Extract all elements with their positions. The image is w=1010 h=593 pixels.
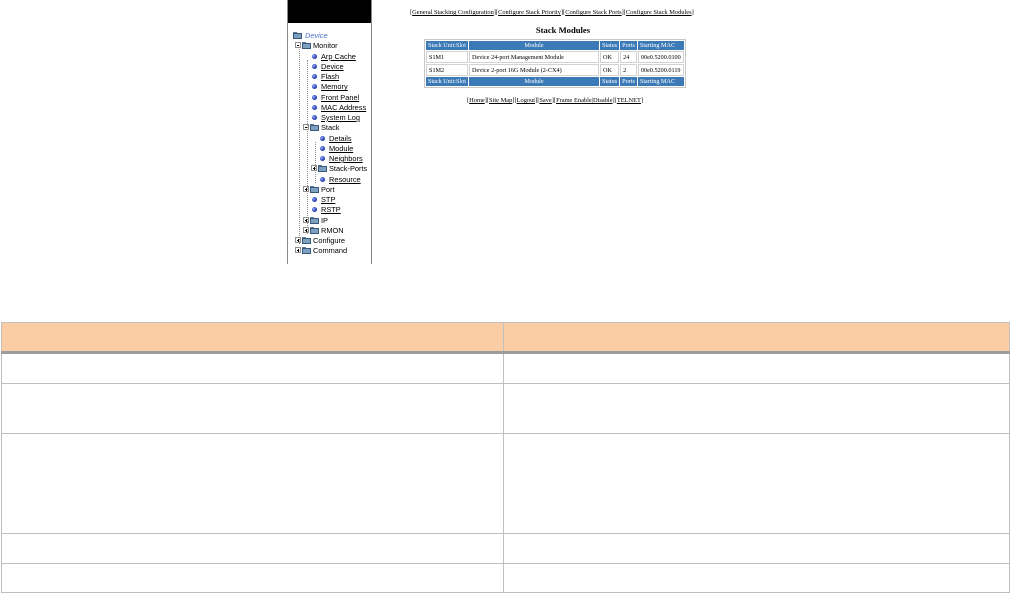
nav-header-bar — [288, 0, 371, 23]
expand-icon[interactable] — [295, 247, 301, 253]
page-bullet-icon — [312, 74, 317, 79]
nav-item-rmon[interactable] — [288, 226, 371, 236]
doc-header-cell — [504, 323, 1010, 353]
nav-link-label[interactable]: Device — [321, 61, 344, 71]
nav-item-configure[interactable] — [288, 236, 371, 246]
table-cell: Device 2-port 16G Module (2-CX4) — [469, 64, 599, 76]
nav-link-label[interactable]: STP — [321, 195, 336, 204]
nav-item-stack[interactable] — [288, 123, 371, 133]
folder-icon — [310, 217, 319, 224]
nav-link-label[interactable]: RSTP — [321, 205, 341, 215]
nav-item-label: Monitor — [313, 41, 338, 51]
collapse-icon[interactable] — [295, 42, 301, 48]
doc-row — [2, 564, 1010, 593]
nav-link-label[interactable]: System Log — [321, 113, 361, 122]
nav-item-label: RMON — [321, 225, 344, 235]
page-bullet-icon — [312, 95, 317, 100]
link-site-map[interactable]: Site Map — [489, 97, 513, 104]
expand-icon[interactable] — [303, 186, 309, 192]
stacking-links-bar: [General Stacking Configuration][Configure Stack Priority][Configure Stack Ports][Configure Stack Modules] — [410, 9, 694, 16]
page-bullet-icon — [312, 54, 317, 59]
doc-cell — [2, 384, 504, 434]
page-bullet-icon — [320, 136, 325, 141]
link-configure-stack-ports[interactable]: Configure Stack Ports — [565, 9, 622, 16]
footer-links-bar: [Home][Site Map][Logout][Save][Frame Enable|Disable][TELNET] — [467, 97, 644, 104]
folder-icon — [302, 237, 311, 244]
link-home[interactable]: Home — [469, 97, 485, 104]
table-cell: 00e0.5200.0119 — [638, 64, 684, 76]
table-cell: S1M2 — [426, 64, 468, 76]
nav-item-arp-cache[interactable] — [288, 52, 371, 62]
header-cell: Starting MAC — [638, 41, 684, 50]
link-save[interactable]: Save — [539, 97, 552, 104]
nav-item-label: Device — [305, 31, 328, 40]
folder-icon — [310, 124, 319, 131]
nav-link-label[interactable]: Details — [329, 133, 352, 143]
stack-modules-table — [424, 39, 686, 88]
link-configure-stack-modules[interactable]: Configure Stack Modules — [625, 9, 692, 16]
table-cell: OK — [600, 64, 619, 76]
table-footer-row — [426, 77, 684, 86]
header-cell: Ports — [622, 42, 635, 49]
table-cell: 2 — [620, 64, 637, 76]
nav-link-label[interactable]: Neighbors — [329, 154, 363, 163]
nav-item-device[interactable] — [288, 31, 371, 41]
footer-cell: Starting MAC — [638, 77, 684, 86]
table-cell: S1M1 — [426, 51, 468, 63]
table-cell: OK — [600, 51, 619, 63]
page-bullet-icon — [312, 105, 317, 110]
doc-cell — [504, 564, 1010, 593]
nav-item-command[interactable] — [288, 246, 371, 256]
page-bullet-icon — [320, 156, 325, 161]
nav-item-label: IP — [321, 215, 328, 225]
tree-connector-line — [307, 60, 308, 234]
link-telnet[interactable]: TELNET — [616, 97, 641, 104]
expand-icon[interactable] — [311, 165, 317, 171]
nav-link-label[interactable]: Arp Cache — [321, 51, 356, 61]
header-cell: Stack Unit:Slot — [428, 42, 466, 49]
nav-item-mac-address[interactable] — [288, 103, 371, 113]
page-bullet-icon — [312, 115, 317, 120]
expand-icon[interactable] — [303, 227, 309, 233]
nav-link-label[interactable]: Memory — [321, 82, 348, 92]
folder-icon — [318, 165, 327, 172]
page-bullet-icon — [312, 197, 317, 202]
doc-cell — [504, 434, 1010, 534]
footer-cell: Module — [469, 77, 599, 86]
table-cell: Device 24-port Management Module — [469, 51, 599, 63]
modules-title: Stack Modules — [535, 25, 591, 35]
doc-cell — [2, 434, 504, 534]
nav-item-label: Port — [321, 184, 335, 194]
nav-link-label[interactable]: Resource — [329, 174, 361, 184]
nav-item-device[interactable] — [288, 62, 371, 72]
doc-row — [2, 534, 1010, 564]
page-bullet-icon — [320, 146, 325, 151]
footer-cell: Stack Unit:Slot — [428, 78, 466, 85]
doc-row — [2, 353, 1010, 384]
nav-item-label: Command — [313, 246, 348, 256]
folder-icon — [310, 227, 319, 234]
link-configure-stack-priority[interactable]: Configure Stack Priority — [498, 9, 561, 16]
collapse-icon[interactable] — [303, 124, 309, 130]
table-row — [426, 64, 684, 76]
nav-link-label[interactable]: MAC Address — [321, 102, 367, 112]
doc-cell — [2, 353, 504, 384]
page-bullet-icon — [312, 64, 317, 69]
folder-icon — [293, 32, 302, 39]
doc-row — [2, 434, 1010, 534]
page-bullet-icon — [320, 177, 325, 182]
expand-icon[interactable] — [295, 237, 301, 243]
navigation-panel — [287, 0, 372, 264]
nav-item-ip[interactable] — [288, 216, 371, 226]
nav-item-monitor[interactable] — [288, 41, 371, 51]
table-cell: 24 — [620, 51, 637, 63]
folder-icon — [310, 186, 319, 193]
page-bullet-icon — [312, 84, 317, 89]
folder-icon — [302, 247, 311, 254]
tree-connector-line — [315, 142, 316, 183]
nav-item-neighbors[interactable] — [288, 154, 371, 164]
header-cell: Module — [469, 41, 599, 50]
doc-cell — [2, 534, 504, 564]
doc-row — [2, 384, 1010, 434]
nav-item-module[interactable] — [288, 144, 371, 154]
doc-cell — [504, 534, 1010, 564]
doc-cell — [504, 384, 1010, 434]
doc-cell — [2, 564, 504, 593]
doc-cell — [504, 353, 1010, 384]
nav-item-label: Configure — [313, 236, 346, 245]
nav-item-details[interactable] — [288, 134, 371, 144]
link-frame-enable-disable[interactable]: Frame Enable|Disable — [556, 97, 613, 104]
nav-item-flash[interactable] — [288, 72, 371, 82]
nav-item-front-panel[interactable] — [288, 93, 371, 103]
table-cell: 00e0.5200.0100 — [638, 51, 684, 63]
page-bullet-icon — [312, 207, 317, 212]
nav-item-stp[interactable] — [288, 195, 371, 205]
footer-cell: Status — [602, 78, 618, 85]
nav-link-label[interactable]: Module — [329, 143, 354, 153]
table-header-row — [426, 41, 684, 50]
tree-connector-line — [299, 49, 300, 244]
nav-item-resource[interactable] — [288, 175, 371, 185]
nav-item-memory[interactable] — [288, 82, 371, 92]
table-row — [426, 51, 684, 63]
link-logout[interactable]: Logout — [516, 97, 536, 104]
nav-link-label[interactable]: Front Panel — [321, 92, 360, 102]
folder-icon — [302, 42, 311, 49]
link-general-stacking-configuration[interactable]: General Stacking Configuration — [412, 9, 494, 16]
nav-link-label[interactable]: Flash — [321, 72, 340, 81]
nav-item-stack-ports[interactable] — [288, 164, 371, 174]
header-cell: Status — [602, 42, 618, 49]
nav-item-rstp[interactable] — [288, 205, 371, 215]
nav-item-label: Stack — [321, 123, 340, 133]
expand-icon[interactable] — [303, 217, 309, 223]
doc-header-row — [2, 323, 1010, 353]
nav-item-port[interactable] — [288, 185, 371, 195]
footer-cell: Ports — [622, 78, 635, 85]
document-table — [1, 322, 1010, 593]
nav-item-label: Stack-Ports — [329, 164, 368, 174]
doc-header-cell — [2, 323, 504, 353]
nav-item-system-log[interactable] — [288, 113, 371, 123]
